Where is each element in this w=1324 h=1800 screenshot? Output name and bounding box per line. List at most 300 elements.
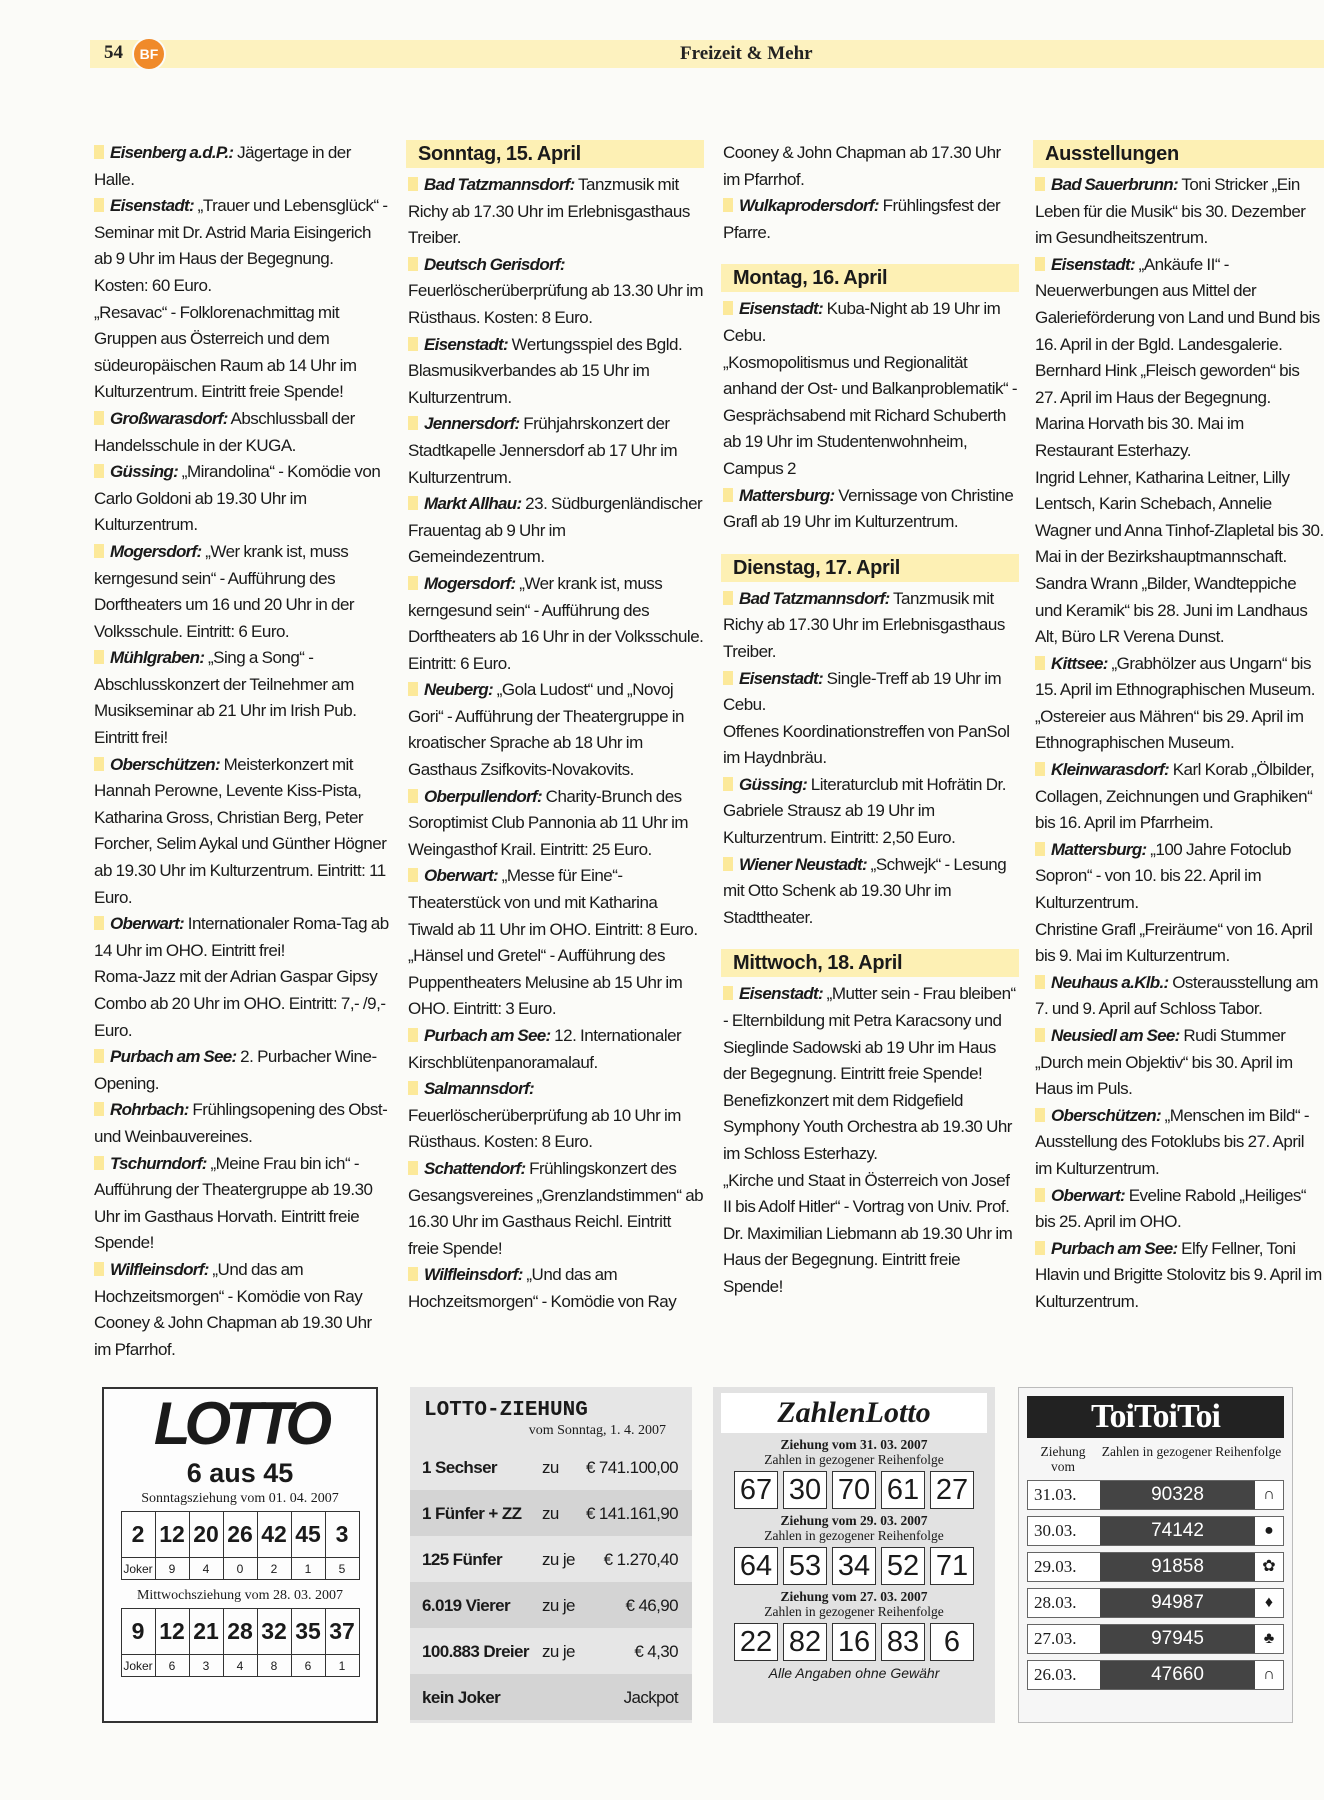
event-text: „Meine Frau bin ich“ - Aufführung der Theatergruppe ab 19.30 Uhr im Gasthaus Horvath. Eintritt freie Spende! <box>94 1153 373 1253</box>
draw-order-caption: Zahlen in gezogener Reihenfolge <box>764 1452 944 1467</box>
joker-digit: 6 <box>155 1655 189 1677</box>
payout-a: 125 Fünfer <box>422 1550 502 1569</box>
draw-order-caption: Zahlen in gezogener Reihenfolge <box>764 1604 944 1619</box>
bullet-marker <box>408 789 418 803</box>
event-entry <box>94 911 390 964</box>
sunday-draw-caption: Sonntagsziehung vom 01. 04. 2007 <box>141 1491 339 1506</box>
money-bag-icon: ♦ <box>1255 1589 1283 1617</box>
event-entry <box>408 1076 704 1156</box>
event-place: Wilfleinsdorf: <box>110 1259 209 1279</box>
event-text: Single-Treff ab 19 Uhr im Cebu. <box>723 668 1002 715</box>
draw-date: 28.03. <box>1028 1589 1100 1617</box>
event-text: Christine Grafl „Freiräume“ von 16. April bis 9. Mai im Kulturzentrum. <box>1035 919 1313 966</box>
event-entry <box>408 571 704 677</box>
drawn-number: 64 <box>734 1547 778 1585</box>
payout-a: 1 Fünfer + ZZ <box>422 1504 522 1523</box>
event-place: Oberschützen: <box>1051 1105 1161 1125</box>
event-text: Benefizkonzert mit dem Ridgefield Symphony Youth Orchestra ab 19.30 Uhr im Schloss Esterhazy. <box>723 1090 1012 1163</box>
lotto-number: 3 <box>325 1512 359 1558</box>
event-entry <box>408 863 704 943</box>
payout-a: 1 Sechser <box>422 1458 497 1477</box>
bullet-marker <box>408 868 418 882</box>
bullet-marker <box>1035 975 1045 989</box>
event-entry <box>1035 411 1324 464</box>
bullet-marker <box>94 916 104 930</box>
event-entry <box>723 772 1019 852</box>
event-entry <box>408 411 704 491</box>
lotto-payout-box <box>410 1387 692 1723</box>
event-entry <box>1035 704 1324 757</box>
event-text: „Kirche und Staat in Österreich von Josef II bis Adolf Hitler“ - Vortrag von Univ. Prof. Dr. Maximilian Liebmann ab 19.30 Uhr im Haus der Begegnung. Eintritt freie Spende! <box>723 1170 1013 1296</box>
payout-row <box>410 1536 692 1582</box>
joker-digit: 5 <box>325 1558 359 1580</box>
bullet-marker <box>408 1028 418 1042</box>
event-place: Wulkaprodersdorf: <box>739 196 879 216</box>
event-entry <box>94 1044 390 1097</box>
bullet-marker <box>1035 1241 1045 1255</box>
events-column-2 <box>408 140 704 1316</box>
event-text: Feuerlöscherüberprüfung ab 10 Uhr im Rüsthaus. Kosten: 8 Euro. <box>408 1105 681 1152</box>
event-entry <box>94 459 390 539</box>
event-entry <box>1035 252 1324 358</box>
event-place: Neuberg: <box>424 680 494 700</box>
event-text: 23. Südburgenländischer Frauentag ab 9 Uhr im Gemeindezentrum. <box>408 494 703 567</box>
event-place: Eisenstadt: <box>424 334 508 354</box>
event-place: Purbach am See: <box>424 1026 551 1045</box>
event-text: „Wer krank ist, muss kerngesund sein“ - Aufführung des Dorftheaters um 16 und 20 Uhr in der Volksschule. Eintritt: 6 Euro. <box>94 541 355 641</box>
bullet-marker <box>723 198 733 212</box>
event-place: Oberpullendorf: <box>424 786 542 806</box>
payout-b: zu je <box>542 1642 575 1661</box>
toitoitoi-row <box>1027 1480 1284 1510</box>
bullet-marker <box>723 986 733 1000</box>
drawn-number: 6 <box>930 1623 974 1661</box>
draw-result: 94987 <box>1100 1589 1255 1617</box>
event-entry <box>1035 1183 1324 1236</box>
event-text: Feuerlöscherüberprüfung ab 13.30 Uhr im Rüsthaus. Kosten: 8 Euro. <box>408 281 704 327</box>
event-text: Internationaler Roma-Tag ab 14 Uhr im OHO. Eintritt frei! <box>94 914 389 960</box>
lotto-number: 32 <box>257 1609 291 1655</box>
event-entry <box>1035 757 1324 837</box>
payout-row <box>410 1582 692 1628</box>
event-place: Güssing: <box>110 462 179 482</box>
event-text: Literaturclub mit Hofrätin Dr. Gabriele Strausz ab 19 Uhr im Kulturzentrum. Eintritt: 2,50 Euro. <box>723 774 1006 848</box>
event-place: Mattersburg: <box>1051 839 1147 859</box>
payout-b: zu <box>542 1504 559 1523</box>
event-entry <box>408 784 704 864</box>
event-entry <box>408 491 704 571</box>
bullet-marker <box>94 145 104 159</box>
toitoitoi-box <box>1018 1387 1293 1723</box>
toitoitoi-row <box>1027 1516 1284 1546</box>
event-entry <box>723 586 1019 666</box>
lotto-number: 42 <box>257 1512 291 1558</box>
event-place: Schattendorf: <box>424 1158 526 1178</box>
payout-c: € 1.270,40 <box>603 1550 678 1569</box>
event-entry <box>94 1097 390 1150</box>
event-place: Oberwart: <box>110 914 184 934</box>
event-place: Oberschützen: <box>110 754 220 774</box>
event-place: Kittsee: <box>1051 653 1108 673</box>
day-heading: Montag, 16. April <box>721 264 1019 292</box>
lotto-number: 2 <box>121 1512 155 1558</box>
bullet-marker <box>723 301 733 315</box>
bullet-marker <box>723 857 733 871</box>
event-place: Rohrbach: <box>110 1100 189 1120</box>
event-text: Karl Korab „Ölbilder, Collagen, Zeichnungen und Graphiken“ bis 16. April im Pfarrheim. <box>1035 760 1315 833</box>
event-text: „Sing a Song“ - Abschlusskonzert der Teilnehmer am Musikseminar ab 21 Uhr im Irish Pub. Eintritt frei! <box>94 648 357 748</box>
event-place: Kleinwarasdorf: <box>1051 760 1169 780</box>
lotto-subtitle: 6 aus 45 <box>186 1458 294 1488</box>
events-column-1 <box>94 140 390 1363</box>
date-column-header: Ziehung vom <box>1040 1444 1086 1474</box>
bullet-marker <box>1035 1028 1045 1042</box>
event-text: Jägertage in der Halle. <box>94 143 351 189</box>
drawn-number: 22 <box>734 1623 778 1661</box>
event-entry <box>1035 917 1324 970</box>
bullet-marker <box>1035 842 1045 856</box>
joker-digit: 2 <box>257 1558 291 1580</box>
bullet-marker <box>408 337 418 351</box>
draw-date: 30.03. <box>1028 1517 1100 1545</box>
event-entry <box>408 1156 704 1262</box>
event-entry <box>1035 651 1324 704</box>
event-entry <box>1035 571 1324 651</box>
event-text: Wertungsspiel des Bgld. Blasmusikverbandes ab 15 Uhr im Kulturzentrum. <box>408 334 683 407</box>
draw-result: 47660 <box>1100 1661 1255 1689</box>
payout-c: Jackpot <box>623 1688 678 1707</box>
event-entry <box>94 645 390 751</box>
page-number: 54 <box>104 42 123 63</box>
event-entry <box>94 300 390 406</box>
bullet-marker <box>408 257 418 271</box>
event-place: Neuhaus a.Klb.: <box>1051 972 1169 992</box>
bullet-marker <box>408 496 418 510</box>
event-text: Charity-Brunch des Soroptimist Club Pannonia ab 11 Uhr im Weingasthof Krail. Eintritt: 25 Euro. <box>408 786 689 859</box>
event-entry <box>723 1168 1019 1301</box>
joker-digit: 6 <box>291 1655 325 1677</box>
event-place: Eisenstadt: <box>739 299 823 319</box>
event-entry <box>1035 172 1324 252</box>
event-text: 12. Internationaler Kirschblütenpanoramalauf. <box>408 1026 682 1072</box>
payout-c: € 141.161,90 <box>585 1504 678 1523</box>
payout-b: zu je <box>542 1596 575 1615</box>
draw-date: 29.03. <box>1028 1553 1100 1581</box>
event-text: Frühjahrskonzert der Stadtkapelle Jennersdorf ab 17 Uhr im Kulturzentrum. <box>408 414 678 487</box>
lotto-number: 45 <box>291 1512 325 1558</box>
bullet-marker <box>408 416 418 430</box>
numbers-column-header: Zahlen in gezogener Reihenfolge <box>1101 1444 1282 1459</box>
event-place: Purbach am See: <box>110 1047 237 1067</box>
drawn-number: 27 <box>930 1471 974 1509</box>
bullet-marker <box>723 591 733 605</box>
joker-digit: 4 <box>189 1558 223 1580</box>
draw-result: 91858 <box>1100 1553 1255 1581</box>
event-text: Toni Stricker „Ein Leben für die Musik“ bis 30. Dezember im Gesundheitszentrum. <box>1035 175 1306 248</box>
payout-a: 100.883 Dreier <box>422 1642 529 1661</box>
toitoitoi-row <box>1027 1660 1284 1690</box>
event-place: Jennersdorf: <box>424 414 520 434</box>
drawn-number: 34 <box>832 1547 876 1585</box>
event-entry <box>723 719 1019 772</box>
lotto-number: 26 <box>223 1512 257 1558</box>
event-text: Frühlingskonzert des Gesangsvereines „Grenzlandstimmen“ ab 16.30 Uhr im Gasthaus Reichl. Eintritt freie Spende! <box>408 1158 704 1258</box>
sunday-draw-table <box>121 1511 360 1580</box>
event-text: Tanzmusik mit Richy ab 17.30 Uhr im Erlebnisgasthaus Treiber. <box>723 588 1005 661</box>
lotto-number: 28 <box>223 1609 257 1655</box>
event-place: Oberwart: <box>1051 1185 1125 1205</box>
payout-b: zu <box>542 1458 559 1477</box>
page-header <box>90 40 1324 68</box>
event-entry <box>1035 970 1324 1023</box>
zahlenlotto-box <box>713 1387 995 1723</box>
event-entry <box>94 752 390 912</box>
bullet-marker <box>94 411 104 425</box>
draw-date: Ziehung vom 31. 03. 2007 <box>780 1437 928 1452</box>
event-text: Osterausstellung am 7. und 9. April auf Schloss Tabor. <box>1035 972 1319 1019</box>
lotto-number: 21 <box>189 1609 223 1655</box>
event-place: Wiener Neustadt: <box>739 854 867 874</box>
lotto-number: 9 <box>121 1609 155 1655</box>
drawn-number: 30 <box>783 1471 827 1509</box>
event-place: Eisenstadt: <box>110 196 194 216</box>
event-text: Vernissage von Christine Grafl ab 19 Uhr im Kulturzentrum. <box>723 485 1014 532</box>
event-text: „Mirandolina“ - Komödie von Carlo Goldoni ab 19.30 Uhr im Kulturzentrum. <box>94 462 381 535</box>
event-place: Deutsch Gerisdorf: <box>424 254 565 274</box>
event-entry <box>1035 358 1324 411</box>
event-text: „Trauer und Lebensglück“ - Seminar mit Dr. Astrid Maria Eisingerich ab 9 Uhr im Haus der Begegnung. Kosten: 60 Euro. <box>94 196 388 295</box>
event-entry <box>408 252 704 332</box>
draw-result: 90328 <box>1100 1481 1255 1509</box>
payout-c: € 46,90 <box>625 1596 678 1615</box>
events-column-3 <box>723 140 1019 1301</box>
bullet-marker <box>1035 762 1045 776</box>
event-text: „Hänsel und Gretel“ - Aufführung des Puppentheaters Melusine ab 15 Uhr im OHO. Eintritt: 3 Euro. <box>408 946 683 1019</box>
event-entry <box>94 193 390 299</box>
event-entry <box>723 852 1019 932</box>
event-place: Bad Tatzmannsdorf: <box>424 175 575 194</box>
event-place: Neusiedl am See: <box>1051 1026 1180 1045</box>
draw-numbers <box>713 1471 995 1509</box>
drawn-number: 52 <box>881 1547 925 1585</box>
event-place: Markt Allhau: <box>424 494 522 514</box>
event-place: Mattersburg: <box>739 485 835 505</box>
draw-result: 97945 <box>1100 1625 1255 1653</box>
joker-digit: 3 <box>189 1655 223 1677</box>
publication-logo: BF <box>132 37 166 71</box>
event-entry <box>408 1023 704 1076</box>
event-text: „Ostereier aus Mähren“ bis 29. April im Ethnographischen Museum. <box>1035 706 1304 753</box>
section-title: Freizeit & Mehr <box>680 43 813 64</box>
bullet-marker <box>408 1081 418 1095</box>
joker-digit: Joker <box>121 1558 155 1580</box>
event-place: Güssing: <box>739 774 808 794</box>
payout-row <box>410 1444 692 1490</box>
event-entry <box>723 140 1019 193</box>
drawn-number: 16 <box>832 1623 876 1661</box>
joker-digit: 4 <box>223 1655 257 1677</box>
draw-result: 74142 <box>1100 1517 1255 1545</box>
event-text: Elfy Fellner, Toni Hlavin und Brigitte Stolovitz bis 9. April im Kulturzentrum. <box>1035 1238 1322 1311</box>
event-place: Mühlgraben: <box>110 648 205 668</box>
event-entry <box>408 1262 704 1315</box>
event-text: Bernhard Hink „Fleisch geworden“ bis 27. April im Haus der Begegnung. <box>1035 361 1300 407</box>
bullet-marker <box>408 177 418 191</box>
event-text: „Und das am Hochzeitsmorgen“ - Komödie von Ray <box>408 1265 677 1311</box>
event-entry <box>723 1088 1019 1168</box>
event-place: Bad Sauerbrunn: <box>1051 175 1178 194</box>
event-entry <box>723 666 1019 719</box>
draw-numbers <box>713 1623 995 1661</box>
event-place: Tschurndorf: <box>110 1153 207 1173</box>
bullet-marker <box>408 576 418 590</box>
event-text: 2. Purbacher Wine-Opening. <box>94 1047 377 1093</box>
exhibitions-column <box>1035 140 1324 1316</box>
event-place: Purbach am See: <box>1051 1238 1178 1258</box>
lotto-results-box <box>102 1387 378 1723</box>
drawn-number: 70 <box>832 1471 876 1509</box>
payout-row <box>410 1490 692 1536</box>
event-text: „Gola Ludost“ und „Novoj Gori“ - Aufführung der Theatergruppe in kroatischer Sprache ab 18 Uhr im Gasthaus Zsifkovits-Novakovits. <box>408 680 684 780</box>
lotto-logo: LOTTO <box>153 1390 327 1457</box>
payout-a: kein Joker <box>422 1688 501 1707</box>
joker-digit: 0 <box>223 1558 257 1580</box>
day-heading: Sonntag, 15. April <box>406 140 704 168</box>
event-text: „Mutter sein - Frau bleiben“ - Elternbildung mit Petra Karacsony und Sieglinde Sadowski ab 19 Uhr im Haus der Begegnung. Eintritt freie Spende! <box>723 984 1016 1084</box>
event-text: Sandra Wrann „Bilder, Wandteppiche und Keramik“ bis 28. Juni im Landhaus Alt, Büro LR Verena Dunst. <box>1035 573 1308 647</box>
event-text: „Menschen im Bild“ - Ausstellung des Fotoklubs bis 27. April im Kulturzentrum. <box>1035 1105 1310 1178</box>
joker-digit: Joker <box>121 1655 155 1677</box>
bullet-marker <box>1035 1188 1045 1202</box>
day-heading: Mittwoch, 18. April <box>721 949 1019 977</box>
lotto-number: 12 <box>155 1609 189 1655</box>
event-text: „Wer krank ist, muss kerngesund sein“ - Aufführung des Dorftheaters ab 16 Uhr in der Volksschule. Eintritt: 6 Euro. <box>408 573 704 673</box>
bullet-marker <box>1035 177 1045 191</box>
event-text: Offenes Koordinationstreffen von PanSol im Haydnbräu. <box>723 721 1010 768</box>
joker-digit: 8 <box>257 1655 291 1677</box>
toitoitoi-header <box>1027 1444 1284 1474</box>
zahlenlotto-logo: ZahlenLotto <box>721 1393 987 1433</box>
event-entry <box>723 483 1019 536</box>
joker-digit: 1 <box>291 1558 325 1580</box>
event-text: Eveline Rabold „Heiliges“ bis 25. April im OHO. <box>1035 1185 1307 1232</box>
draw-date: 27.03. <box>1028 1625 1100 1653</box>
event-entry <box>94 1257 390 1363</box>
event-entry <box>94 539 390 645</box>
drawn-number: 53 <box>783 1547 827 1585</box>
event-text: Roma-Jazz mit der Adrian Gaspar Gipsy Combo ab 20 Uhr im OHO. Eintritt: 7,- /9,- Euro. <box>94 967 386 1040</box>
bullet-marker <box>1035 1108 1045 1122</box>
wednesday-draw-caption: Mittwochsziehung vom 28. 03. 2007 <box>136 1588 344 1603</box>
draw-date: 26.03. <box>1028 1661 1100 1689</box>
event-place: Mogersdorf: <box>110 541 202 561</box>
joker-digit: 9 <box>155 1558 189 1580</box>
bullet-marker <box>94 1102 104 1116</box>
event-place: Eisenstadt: <box>739 984 823 1004</box>
event-text: Frühlingsfest der Pfarre. <box>723 196 1001 242</box>
drawn-number: 83 <box>881 1623 925 1661</box>
bullet-marker <box>408 1161 418 1175</box>
event-text: Kuba-Night ab 19 Uhr im Cebu. <box>723 299 1001 345</box>
payout-subtitle: vom Sonntag, 1. 4. 2007 <box>528 1423 666 1438</box>
bullet-marker <box>94 650 104 664</box>
wednesday-draw-table <box>121 1608 360 1677</box>
event-text: „Ankäufe II“ - Neuerwerbungen aus Mittel der Galerieförderung von Land und Bund bis 16. April in der Bgld. Landesgalerie. <box>1035 254 1320 354</box>
event-text: Frühlingsopening des Obst- und Weinbauvereines. <box>94 1100 388 1146</box>
disclaimer: Alle Angaben ohne Gewähr <box>768 1665 940 1681</box>
drawn-number: 61 <box>881 1471 925 1509</box>
event-place: Oberwart: <box>424 866 498 886</box>
day-heading: Ausstellungen <box>1033 140 1324 168</box>
bullet-marker <box>94 1262 104 1276</box>
event-text: Tanzmusik mit Richy ab 17.30 Uhr im Erlebnisgasthaus Treiber. <box>408 175 690 248</box>
event-place: Mogersdorf: <box>424 573 516 593</box>
event-text: „Resavac“ - Folklorenachmittag mit Gruppen aus Österreich und dem südeuropäischen Raum ab 14 Uhr im Kulturzentrum. Eintritt freie Spende! <box>94 302 357 402</box>
event-text: „Grabhölzer aus Ungarn“ bis 15. April im Ethnographischen Museum. <box>1035 653 1315 700</box>
drawn-number: 71 <box>930 1547 974 1585</box>
event-text: Ingrid Lehner, Katharina Leitner, Lilly Lentsch, Karin Schebach, Annelie Wagner und Anna Tinhof-Zlapletal bis 30. Mai in der Bezirkshauptmannschaft. <box>1035 467 1324 567</box>
bullet-marker <box>94 1156 104 1170</box>
lotto-number: 12 <box>155 1512 189 1558</box>
event-entry <box>408 332 704 412</box>
payout-row <box>410 1674 692 1720</box>
horseshoe-icon: ∩ <box>1255 1661 1283 1689</box>
event-place: Bad Tatzmannsdorf: <box>739 588 890 608</box>
ladybug-icon: ✿ <box>1255 1553 1283 1581</box>
event-text: „Und das am Hochzeitsmorgen“ - Komödie von Ray Cooney & John Chapman ab 19.30 Uhr im Pfarrhof. <box>94 1259 372 1359</box>
draw-date: 31.03. <box>1028 1481 1100 1509</box>
event-entry <box>1035 1103 1324 1183</box>
payout-c: € 4,30 <box>634 1642 678 1661</box>
event-text: Marina Horvath bis 30. Mai im Restaurant Esterhazy. <box>1035 414 1244 460</box>
toitoitoi-row <box>1027 1588 1284 1618</box>
event-text: „Kosmopolitismus und Regionalität anhand der Ost- und Balkanproblematik“ - Gesprächsabend mit Richard Schuberth ab 19 Uhr im Studentenwohnheim, Campus 2 <box>723 352 1018 478</box>
lotto-number: 37 <box>325 1609 359 1655</box>
event-entry <box>1035 1023 1324 1103</box>
event-entry <box>723 981 1019 1087</box>
event-text: Cooney & John Chapman ab 17.30 Uhr im Pfarrhof. <box>723 143 1001 189</box>
event-text: „100 Jahre Fotoclub Sopron“ - von 10. bis 22. April im Kulturzentrum. <box>1035 839 1291 913</box>
pig-icon: ● <box>1255 1517 1283 1545</box>
bullet-marker <box>723 671 733 685</box>
event-entry <box>1035 837 1324 917</box>
toitoitoi-row <box>1027 1624 1284 1654</box>
event-text: Rudi Stummer „Durch mein Objektiv“ bis 30. April im Haus im Puls. <box>1035 1026 1293 1099</box>
event-entry <box>723 193 1019 246</box>
event-text: Meisterkonzert mit Hannah Perowne, Levente Kiss-Pista, Katharina Gross, Christian Berg, Peter Forcher, Selim Aykal und Günther Högner ab 19.30 Uhr im Kulturzentrum. Eintritt: 11 Euro. <box>94 754 387 907</box>
bullet-marker <box>723 488 733 502</box>
event-place: Großwarasdorf: <box>110 408 228 428</box>
horseshoe-icon: ∩ <box>1255 1481 1283 1509</box>
draw-date: Ziehung vom 27. 03. 2007 <box>780 1589 928 1604</box>
drawn-number: 67 <box>734 1471 778 1509</box>
payout-row <box>410 1628 692 1674</box>
bullet-marker <box>408 682 418 696</box>
event-entry <box>408 943 704 1023</box>
drawn-number: 82 <box>783 1623 827 1661</box>
event-text: „Schwejk“ - Lesung mit Otto Schenk ab 19.30 Uhr im Stadttheater. <box>723 854 1007 927</box>
draw-order-caption: Zahlen in gezogener Reihenfolge <box>764 1528 944 1543</box>
day-heading: Dienstag, 17. April <box>721 554 1019 582</box>
toitoitoi-logo: ToiToiToi <box>1027 1396 1284 1438</box>
lotto-number: 35 <box>291 1609 325 1655</box>
bullet-marker <box>723 777 733 791</box>
event-entry <box>94 406 390 459</box>
event-entry <box>94 140 390 193</box>
event-entry <box>1035 465 1324 571</box>
event-place: Eisenstadt: <box>739 668 823 688</box>
payout-b: zu je <box>542 1550 575 1569</box>
